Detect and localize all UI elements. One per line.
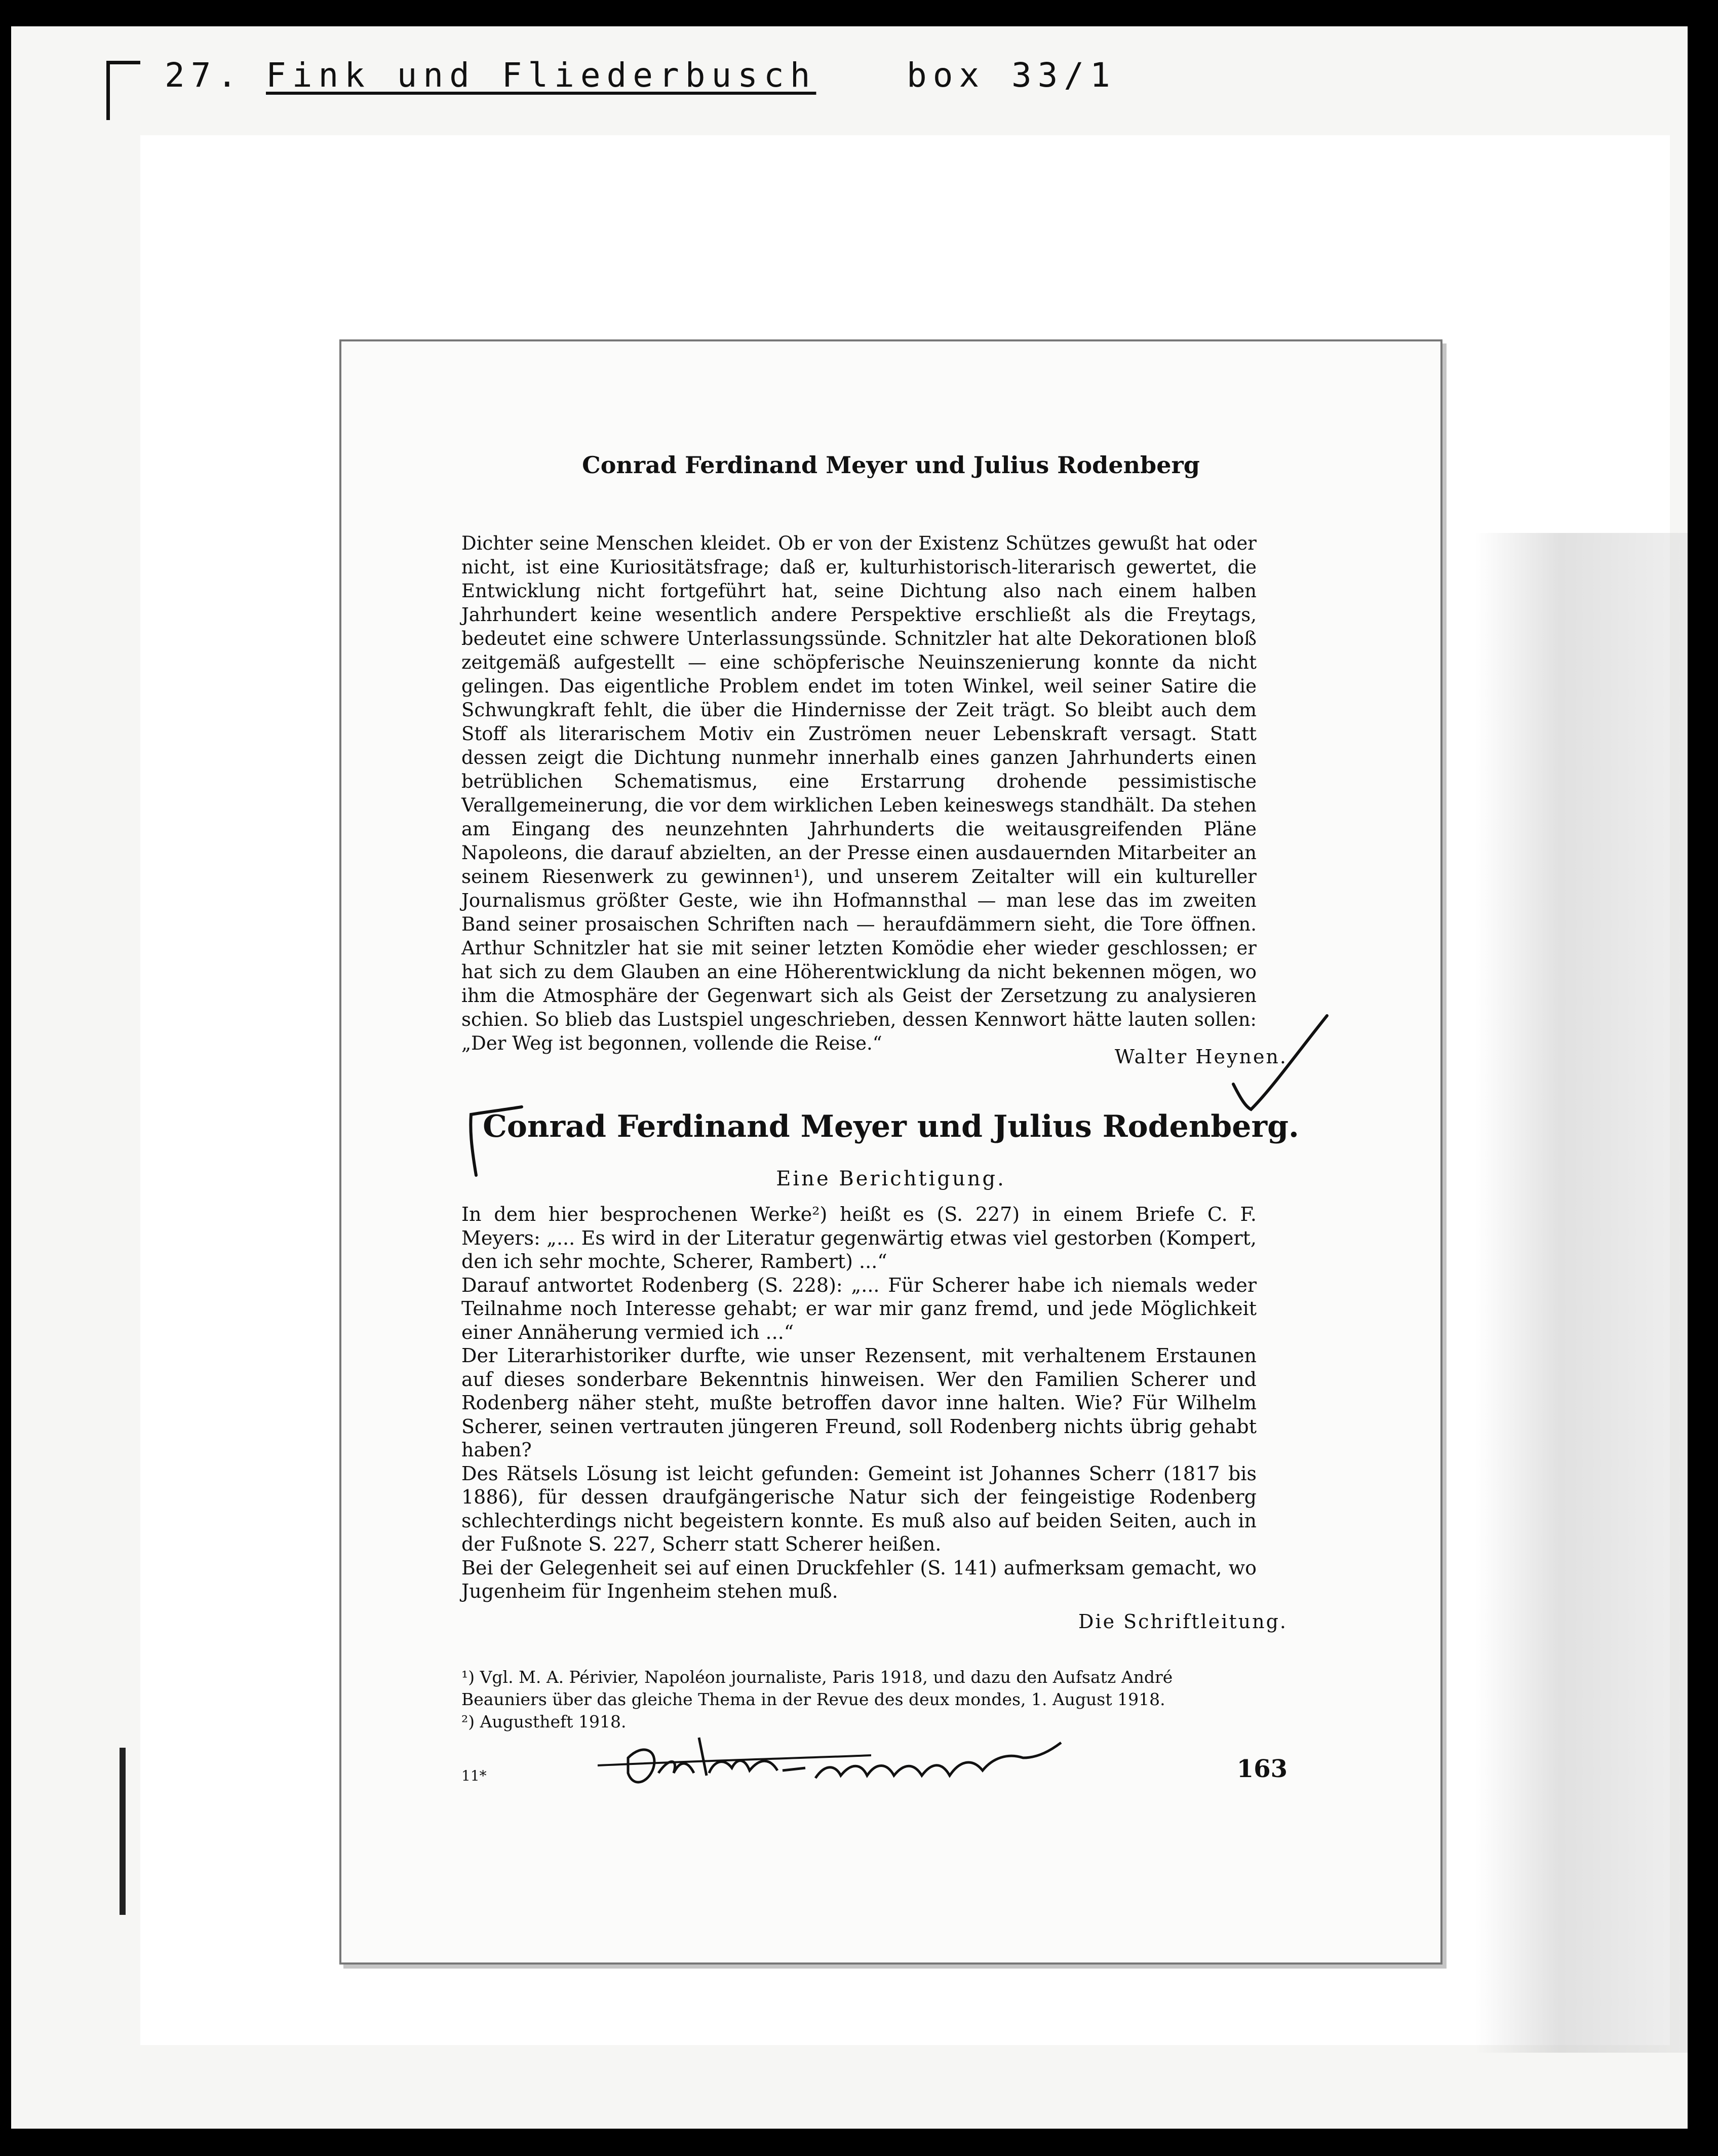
article-signature: Die Schriftleitung. bbox=[1078, 1610, 1287, 1633]
margin-bracket-mark bbox=[471, 1107, 522, 1175]
running-head: Conrad Ferdinand Meyer und Julius Rodenberg bbox=[582, 451, 1200, 479]
handwritten-source-note bbox=[598, 1738, 1061, 1782]
footnotes: ¹) Vgl. M. A. Périvier, Napoléon journaliste, Paris 1918, und dazu den Aufsatz André Beauniers über das gleiche Thema in der Revue des deux mondes, 1. August 1918. ²) Augustheft 1918. bbox=[461, 1667, 1173, 1731]
review-signature: Walter Heynen. bbox=[1114, 1046, 1287, 1068]
sheet-signature-mark: 11* bbox=[461, 1767, 487, 1784]
article-subtitle: Eine Berichtigung. bbox=[776, 1167, 1006, 1190]
article-text: In dem hier besprochenen Werke²) heißt es (S. 227) in einem Briefe C. F. Meyers: „... Es wird in der Literatur gegenwärtig etwas viel gestorben (Kompert, den ich sehr mochte, Scherer, Rambert) ...“ Darauf antwortet Rodenberg (S. 228): „... Für Scherer habe ich niemals weder Teilnahme noch Interesse gehabt; er war mir ganz fremd, und jede Möglichkeit einer Annäherung vermied ich ...“ Der Literarhistoriker durfte, wie unser Rezensent, mit verhaltenem Erstaunen auf dieses sonderbare Bekenntnis hinweisen. Wer den Familien Scherer und Rodenberg näher steht, mußte betroffen davor inne halten. Wie? Für Wilhelm Scherer, seinen vertrauten jüngeren Freund, soll Rodenberg nichts übrig gehabt haben? Des Rätsels Lösung ist leicht gefunden: Gemeint ist Johannes Scherr (1817 bis 1886), für dessen draufgängerische Natur sich der feingeistige Rodenberg schlechterdings nicht begeistern konnte. Es muß also auf beiden Seiten, auch in der Fußnote S. 227, Scherr statt Scherer heißen. Bei der Gelegenheit sei auf einen Druckfehler (S. 141) aufmerksam gemacht, wo Jugenheim für Ingenheim stehen muß. bbox=[461, 1203, 1257, 1602]
header-box-label: box 33/1 bbox=[907, 56, 1116, 95]
checkmark-icon bbox=[1233, 1016, 1327, 1109]
page-number: 163 bbox=[1236, 1755, 1287, 1783]
header-title: Fink und Fliederbusch bbox=[266, 56, 816, 95]
review-text: Dichter seine Menschen kleidet. Ob er von der Existenz Schützes gewußt hat oder nicht, ist eine Kuriositätsfrage; daß er, kulturhistorisch-literarisch gewertet, die Entwicklung nicht fortgeführt hat, seine Dichtung also nach einem halben Jahrhundert keine wesentlich andere Perspektive erschließt als die Freytags, bedeutet eine schwere Unterlassungssünde. Schnitzler hat alte Dekorationen bloß zeitgemäß aufgestellt — eine schöpferische Neuinszenierung konnte da nicht gelingen. Das eigentliche Problem endet im toten Winkel, weil seiner Satire die Schwungkraft fehlt, die über die Hindernisse der Zeit trägt. So bleibt auch dem Stoff als literarischem Motiv ein Zuströmen neuer Lebenskraft versagt. Statt dessen zeigt die Dichtung nunmehr innerhalb eines ganzen Jahrhunderts einen betrüblichen Schematismus, eine Erstarrung drohende pessimistische Verallgemeinerung, die vor dem wirklichen Leben keineswegs standhält. Da stehen am Eingang des neunzehnten Jahrhunderts die weitausgreifenden Pläne Napoleons, die darauf abzielten, an der Presse einen ausdauernden Mitarbeiter an seinem Riesenwerk zu gewinnen¹), und unserem Zeitalter will ein kultureller Journalismus größter Geste, wie ihn Hofmannsthal — man lese das im zweiten Band seiner prosaischen Schriften nach — heraufdämmern sieht, die Tore öffnen. Arthur Schnitzler hat sie mit seiner letzten Komödie eher wieder geschlossen; er hat sich zu dem Glauben an eine Höherentwicklung da nicht bekennen mögen, wo ihm die Atmosphäre der Gegenwart sich als Geist der Zersetzung zu analysieren schien. So blieb das Lustspiel ungeschrieben, dessen Kennwort hätte lauten sollen: „Der Weg ist begonnen, vollende die Reise.“ bbox=[461, 532, 1257, 1054]
article-title: Conrad Ferdinand Meyer und Julius Rodenberg. bbox=[483, 1109, 1299, 1144]
header-number: 27. bbox=[165, 56, 244, 95]
